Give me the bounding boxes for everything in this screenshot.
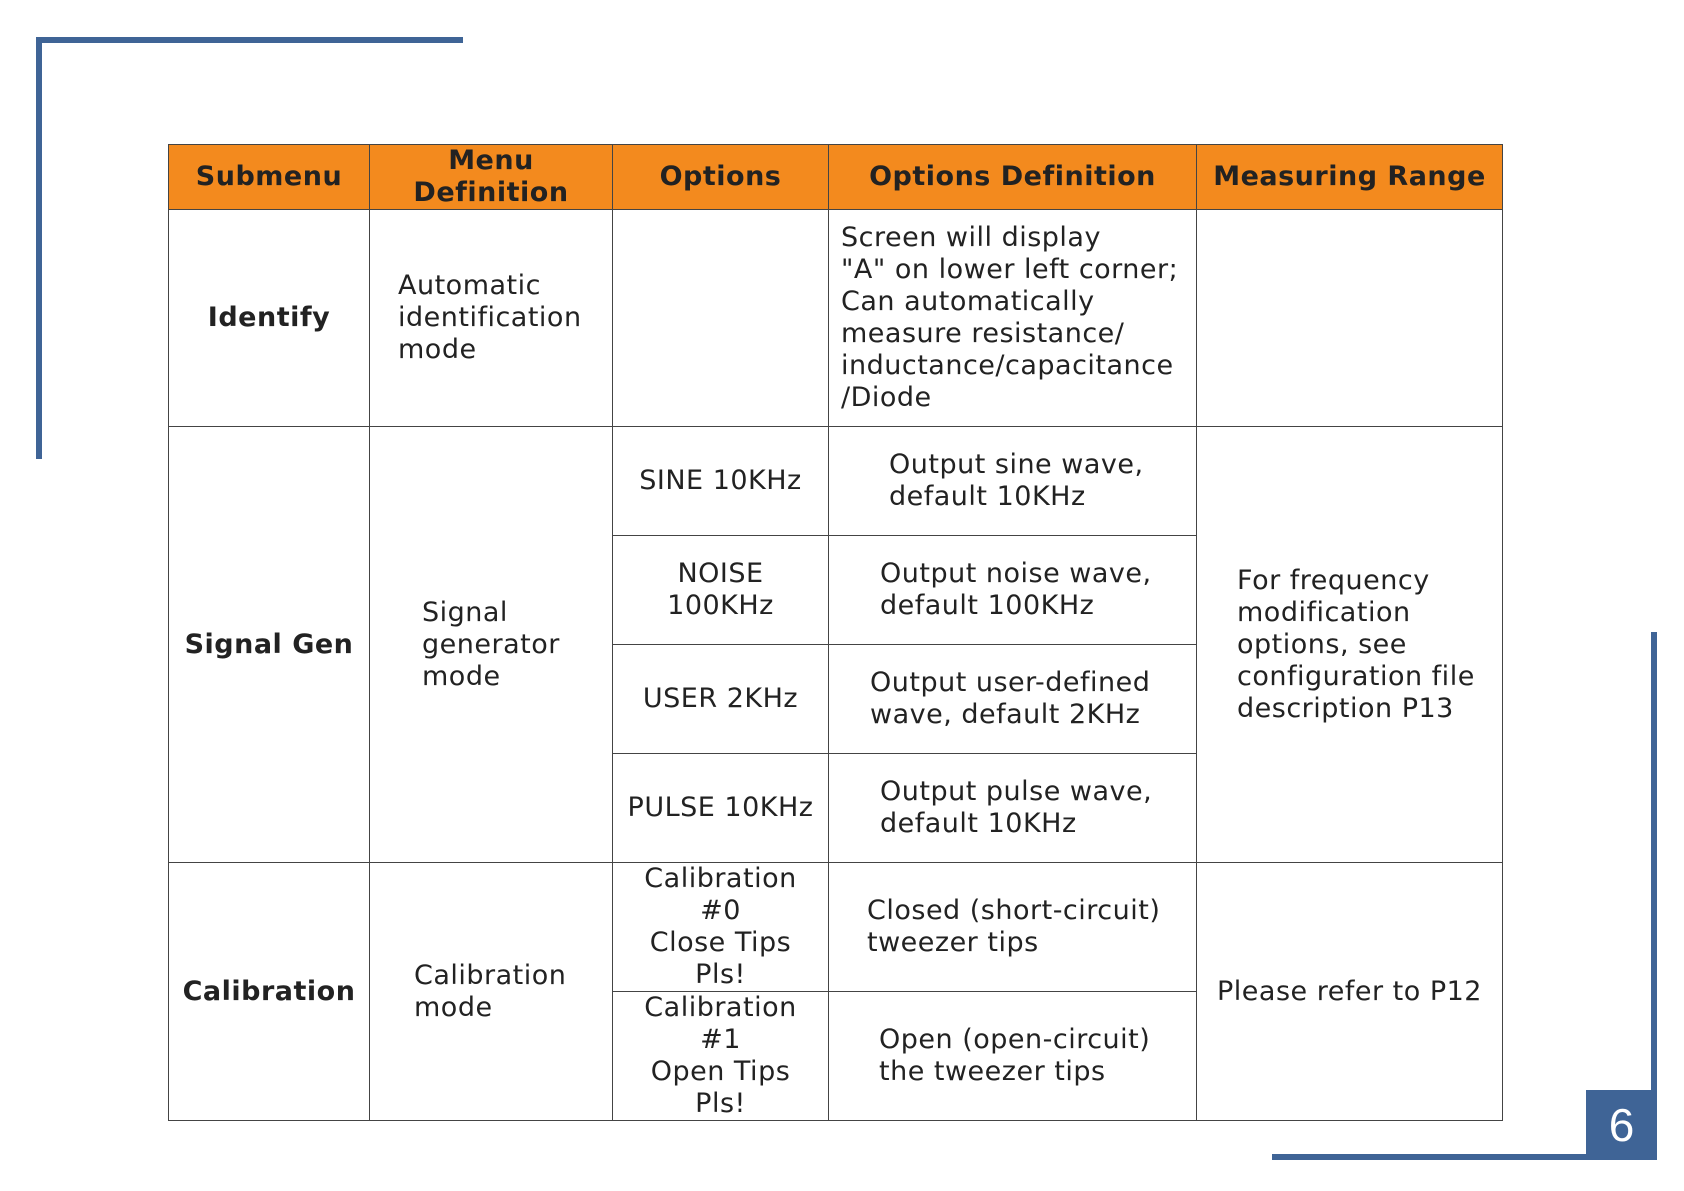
range-calibration: Please refer to P12 <box>1197 863 1503 1121</box>
frame-top-line <box>36 37 463 43</box>
header-options-definition: Options Definition <box>829 145 1197 210</box>
option-calibration-1: Calibration #1 Open Tips Pls! <box>613 992 829 1121</box>
range-signal-gen: For frequency modification options, see configuration file description P13 <box>1197 427 1503 863</box>
option-definition-calibration-0: Closed (short-circuit) tweezer tips <box>829 863 1197 992</box>
option-definition-noise: Output noise wave, default 100KHz <box>829 536 1197 645</box>
table-row-identify <box>169 210 1503 427</box>
submenu-identify: Identify <box>169 210 370 427</box>
option-definition-user: Output user-defined wave, default 2KHz <box>829 645 1197 754</box>
range-identify <box>1197 210 1503 427</box>
menu-spec-table <box>168 144 1503 1121</box>
frame-right-line <box>1651 632 1657 1160</box>
table-row-calibration-0 <box>169 863 1503 992</box>
page-number-badge: 6 <box>1586 1090 1657 1160</box>
option-definition-pulse: Output pulse wave, default 10KHz <box>829 754 1197 863</box>
definition-signal-gen: Signal generator mode <box>370 427 613 863</box>
option-noise: NOISE 100KHz <box>613 536 829 645</box>
options-definition-identify: Screen will display "A" on lower left corner; Can automatically measure resistance/ inductance/capacitance /Diode <box>829 210 1197 427</box>
submenu-signal-gen: Signal Gen <box>169 427 370 863</box>
options-identify <box>613 210 829 427</box>
submenu-calibration: Calibration <box>169 863 370 1121</box>
option-pulse: PULSE 10KHz <box>613 754 829 863</box>
option-sine: SINE 10KHz <box>613 427 829 536</box>
definition-identify: Automatic identification mode <box>370 210 613 427</box>
table-row-signal-sine <box>169 427 1503 536</box>
option-definition-sine: Output sine wave, default 10KHz <box>829 427 1197 536</box>
option-user: USER 2KHz <box>613 645 829 754</box>
frame-left-line <box>36 37 42 459</box>
header-options: Options <box>613 145 829 210</box>
option-calibration-0: Calibration #0 Close Tips Pls! <box>613 863 829 992</box>
table-header-row <box>169 145 1503 210</box>
option-definition-calibration-1: Open (open-circuit) the tweezer tips <box>829 992 1197 1121</box>
header-menu-definition: Menu Definition <box>370 145 613 210</box>
header-submenu: Submenu <box>169 145 370 210</box>
header-measuring-range: Measuring Range <box>1197 145 1503 210</box>
definition-calibration: Calibration mode <box>370 863 613 1121</box>
